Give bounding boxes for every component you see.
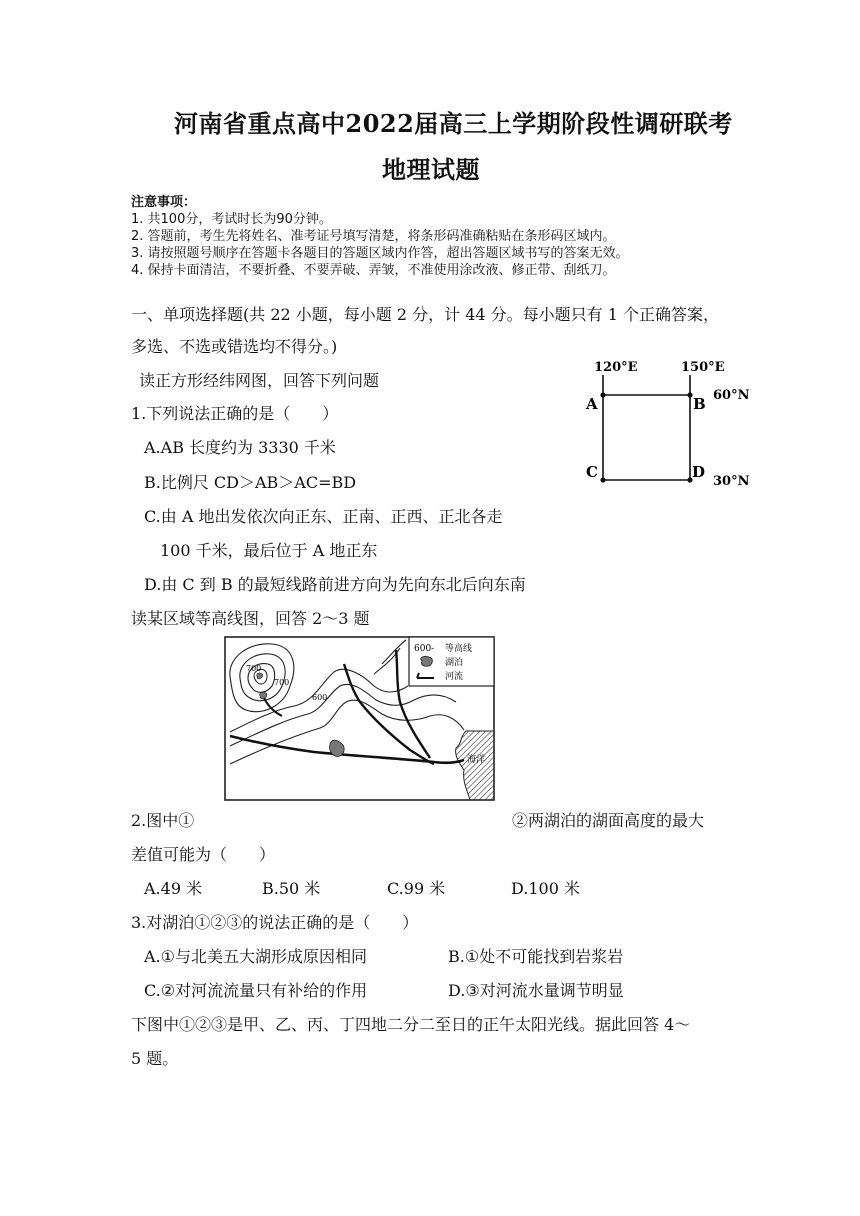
section-header-cont: 多选、不选或错选均不得分。) [131, 337, 338, 356]
q1-option-c: C.由 A 地出发依次向正东、正南、正西、正北各走 [144, 507, 503, 526]
label-700-b: 700 [274, 678, 290, 687]
lat-label-top: 60°N [713, 388, 750, 403]
point-b-dot [687, 392, 692, 397]
legend-contour-label: 等高线 [445, 644, 473, 654]
q3-option-b: B.①处不可能找到岩浆岩 [448, 947, 624, 966]
q3-option-a: A.①与北美五大湖形成原因相同 [144, 947, 367, 966]
q2-option-d: D.100 米 [511, 879, 580, 898]
q3-stem: 3.对湖泊①②③的说法正确的是（ ） [131, 913, 419, 932]
lat-label-bottom: 30°N [713, 474, 750, 489]
notice-block [131, 194, 629, 279]
q1-option-c-cont: 100 千米，最后位于 A 地正东 [160, 541, 378, 560]
q1-option-a: A.AB 长度约为 3330 千米 [144, 438, 336, 457]
legend-river-label: 河流 [445, 672, 464, 682]
point-c-dot [600, 477, 605, 482]
lake-2 [260, 692, 267, 699]
q3-option-d: D.③对河流水量调节明显 [448, 981, 624, 1000]
notice-item: 3. 请按照题号顺序在答题卡各题目的答题区域内作答，超出答题区域书写的答案无效。 [131, 246, 629, 261]
legend-lake-symbol [421, 656, 433, 666]
point-b-label: B [693, 395, 706, 413]
legend-contour-value: 600- [414, 644, 435, 654]
point-d-label: D [692, 463, 706, 481]
lon-label-left: 120°E [594, 360, 638, 375]
sea-label: 海洋 [467, 755, 486, 765]
contour-map-figure [224, 636, 496, 802]
point-c-label: C [586, 463, 598, 481]
q2-option-b: B.50 米 [262, 879, 321, 898]
lon-label-right: 150°E [681, 360, 725, 375]
intro-sunlight-question: 下图中①②③是甲、乙、丙、丁四地二分二至日的正午太阳光线。据此回答 4～ [131, 1015, 691, 1034]
page-subtitle: 地理试题 [382, 155, 480, 184]
point-a-label: A [586, 395, 598, 413]
q2-stem-right: ②两湖泊的湖面高度的最大 [512, 811, 705, 830]
q1-stem: 1.下列说法正确的是（ ） [131, 404, 339, 423]
q1-option-d: D.由 C 到 B 的最短线路前进方向为先向东北后向东南 [144, 575, 526, 594]
q3-option-c: C.②对河流流量只有补给的作用 [144, 981, 368, 1000]
point-a-dot [600, 392, 605, 397]
notice-item: 2. 答题前，考生先将姓名、准考证号填写清楚，将条形码准确粘贴在条形码区域内。 [131, 229, 616, 244]
q2-option-c: C.99 米 [387, 879, 446, 898]
intro-sunlight-question-cont: 5 题。 [131, 1049, 179, 1068]
legend-lake-label: 湖泊 [445, 658, 464, 668]
q2-stem-cont: 差值可能为（ ） [131, 845, 276, 864]
q2-option-a: A.49 米 [144, 879, 203, 898]
label-600: 600 [312, 693, 328, 702]
lat-lon-grid-figure [578, 352, 758, 492]
notice-heading: 注意事项： [131, 195, 197, 210]
q2-stem-left: 2.图中① [131, 811, 195, 830]
page-title: 河南省重点高中2022届高三上学期阶段性调研联考 [174, 109, 733, 138]
label-700-a: 700 [246, 664, 262, 673]
notice-item: 4. 保持卡面清洁，不要折叠、不要弄破、弄皱，不准使用涂改液、修正带、刮纸刀。 [131, 263, 616, 278]
intro-contour-question: 读某区域等高线图，回答 2～3 题 [131, 609, 370, 628]
q1-option-b: B.比例尺 CD＞AB＞AC=BD [144, 473, 357, 492]
intro-grid-question: 读正方形经纬网图，回答下列问题 [139, 371, 380, 390]
notice-item: 1. 共100分，考试时长为90分钟。 [131, 212, 332, 227]
section-header: 一、单项选择题(共 22 小题，每小题 2 分，计 44 分。每小题只有 1 个正确答案， [131, 305, 720, 324]
